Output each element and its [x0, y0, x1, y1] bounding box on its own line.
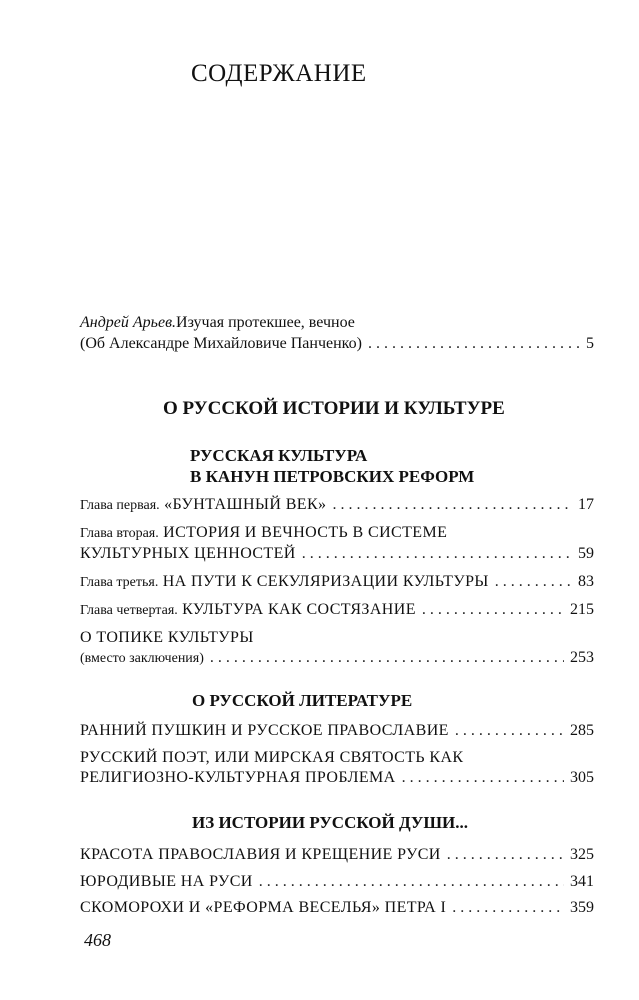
leader-dots [495, 573, 572, 591]
chapter-prefix: Глава третья. [80, 575, 159, 590]
section-heading-soul: ИЗ ИСТОРИИ РУССКОЙ ДУШИ... [192, 813, 468, 832]
toc-entry-poet-line1 [80, 749, 463, 771]
chapter-title: РУССКИЙ ПОЭТ, ИЛИ МИРСКАЯ СВЯТОСТЬ КАК [80, 749, 464, 766]
toc-entry-chapter-2-line2 [80, 545, 594, 567]
subsection-heading-line1: РУССКАЯ КУЛЬТУРА [190, 446, 368, 465]
toc-entry-intro-line2 [80, 335, 594, 357]
leader-dots [447, 846, 564, 864]
chapter-title-cont: РЕЛИГИОЗНО-КУЛЬТУРНАЯ ПРОБЛЕМА [80, 769, 396, 786]
leader-dots [368, 335, 580, 353]
toc-page-number: 17 [578, 496, 594, 513]
toc-page-number: 305 [570, 769, 594, 786]
page-title: СОДЕРЖАНИЕ [191, 60, 367, 87]
chapter-title: КРАСОТА ПРАВОСЛАВИЯ И КРЕЩЕНИЕ РУСИ [80, 846, 441, 863]
intro-author: Андрей Арьев. [80, 314, 177, 331]
chapter-title: ИСТОРИЯ И ВЕЧНОСТЬ В СИСТЕМЕ [158, 524, 448, 541]
toc-page-number: 253 [570, 649, 594, 666]
chapter-prefix: Глава четвертая. [80, 603, 178, 618]
chapter-prefix: Глава первая. [80, 498, 160, 513]
chapter-note: (вместо заключения) [80, 651, 204, 666]
chapter-title: О ТОПИКЕ КУЛЬТУРЫ [80, 629, 254, 646]
leader-dots [259, 873, 564, 891]
chapter-title: СКОМОРОХИ И «РЕФОРМА ВЕСЕЛЬЯ» ПЕТРА I [80, 899, 447, 916]
intro-title: Изучая протекшее, вечное [176, 314, 355, 331]
toc-page-number: 325 [570, 846, 594, 863]
chapter-title: ЮРОДИВЫЕ НА РУСИ [80, 873, 253, 890]
subsection-heading-line2: В КАНУН ПЕТРОВСКИХ РЕФОРМ [190, 467, 475, 486]
chapter-title: КУЛЬТУРА КАК СОСТЯЗАНИЕ [177, 601, 416, 618]
toc-entry-topika-line1 [80, 629, 254, 651]
toc-entry-chapter-3 [80, 573, 594, 595]
toc-entry-topika-line2 [80, 649, 594, 671]
toc-entry-yurodivye [80, 873, 594, 895]
toc-entry-chapter-2-line1 [80, 524, 447, 546]
leader-dots [402, 769, 564, 787]
section-heading-history: О РУССКОЙ ИСТОРИИ И КУЛЬТУРЕ [163, 398, 505, 419]
page-number: 468 [84, 930, 111, 950]
leader-dots [455, 722, 564, 740]
leader-dots [452, 899, 564, 917]
toc-page-number: 341 [570, 873, 594, 890]
toc-entry-poet-line2 [80, 769, 594, 791]
chapter-title: РАННИЙ ПУШКИН И РУССКОЕ ПРАВОСЛАВИЕ [80, 722, 449, 739]
toc-entry-skomorokhi [80, 899, 594, 921]
toc-page-number: 83 [578, 573, 594, 590]
toc-entry-chapter-4 [80, 601, 594, 623]
toc-entry-pushkin [80, 722, 594, 744]
toc-page-number: 285 [570, 722, 594, 739]
toc-entry-chapter-1 [80, 496, 594, 518]
leader-dots [210, 649, 564, 667]
toc-page-number: 5 [586, 335, 594, 352]
chapter-title: НА ПУТИ К СЕКУЛЯРИЗАЦИИ КУЛЬТУРЫ [158, 573, 489, 590]
toc-entry-krasota [80, 846, 594, 868]
chapter-prefix: Глава вторая. [80, 526, 159, 541]
leader-dots [332, 496, 572, 514]
toc-page-number: 359 [570, 899, 594, 916]
leader-dots [422, 601, 564, 619]
chapter-title-cont: КУЛЬТУРНЫХ ЦЕННОСТЕЙ [80, 545, 296, 562]
intro-subtitle: (Об Александре Михайловиче Панченко) [80, 335, 362, 352]
toc-page-number: 59 [578, 545, 594, 562]
toc-page-number: 215 [570, 601, 594, 618]
toc-entry-intro-line1 [80, 314, 355, 336]
section-heading-literature: О РУССКОЙ ЛИТЕРАТУРЕ [192, 691, 413, 710]
leader-dots [302, 545, 572, 563]
chapter-title: «БУНТАШНЫЙ ВЕК» [159, 496, 327, 513]
